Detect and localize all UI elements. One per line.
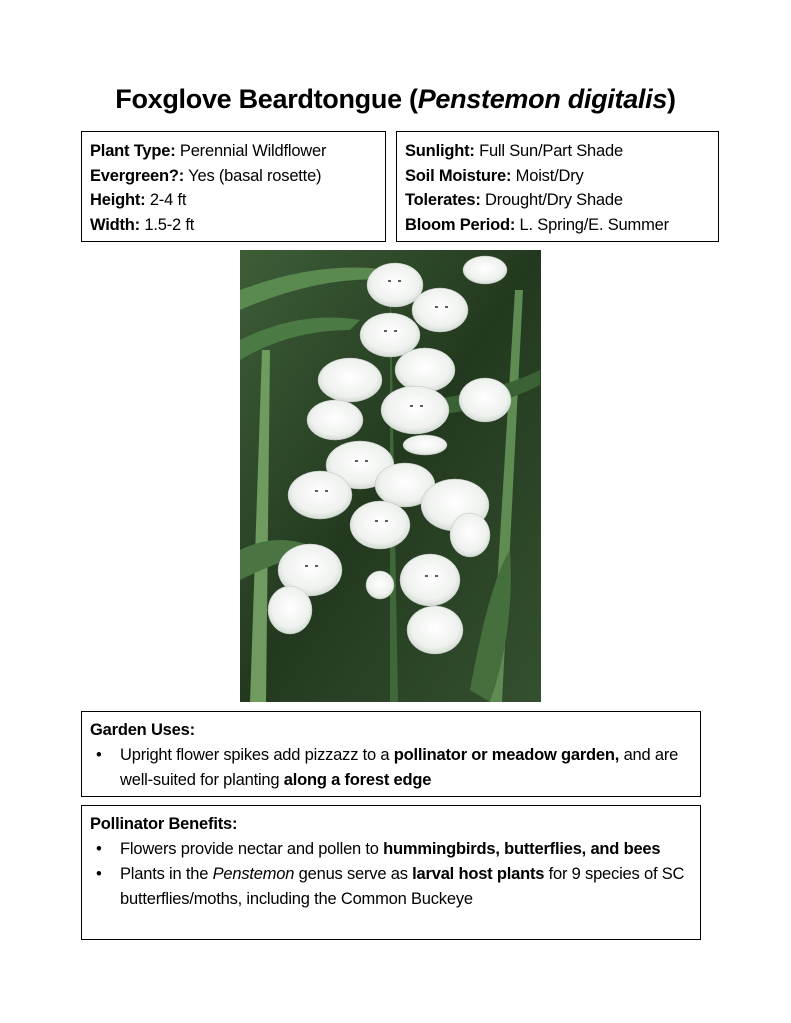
fact-value: Moist/Dry (511, 166, 584, 185)
bullet-icon: • (96, 865, 102, 883)
fact-bloom-period (405, 213, 718, 238)
bullet-icon: • (96, 746, 102, 764)
list-item (90, 862, 700, 912)
fact-evergreen (90, 164, 385, 189)
fact-label: Plant Type: (90, 142, 176, 160)
fact-value: 2-4 ft (145, 191, 187, 209)
fact-label: Evergreen?: (90, 166, 185, 185)
text-span: Flowers provide nectar and pollen to (120, 840, 384, 858)
growing-conditions-box (396, 131, 719, 242)
fact-value: L. Spring/E. Summer (515, 215, 669, 234)
bullet-icon: • (96, 840, 102, 858)
fact-label: Height: (90, 191, 146, 209)
fact-value: Drought/Dry Shade (480, 191, 623, 209)
fact-label: Tolerates: (405, 191, 481, 209)
common-name: Foxglove Beardtongue ( (115, 84, 418, 114)
fact-value: Full Sun/Part Shade (474, 142, 623, 160)
fact-soil-moisture (405, 164, 718, 189)
page-title (0, 84, 791, 115)
bold-span: larval host plants (412, 865, 545, 883)
garden-uses-section (81, 711, 701, 797)
text-span: Plants in the (120, 865, 213, 883)
bold-span: pollinator or meadow garden, (393, 746, 620, 764)
list-item (90, 743, 700, 793)
fact-label: Soil Moisture: (405, 166, 512, 185)
fact-sunlight (405, 139, 718, 164)
text-span: for 9 species of SC butterflies/moths, including the Common Buckeye (120, 865, 685, 908)
fact-value: Perennial Wildflower (175, 142, 327, 160)
fact-label: Bloom Period: (405, 215, 516, 234)
fact-label: Width: (90, 215, 140, 234)
fact-tolerates (405, 188, 718, 213)
list-item (90, 837, 700, 862)
bold-span: hummingbirds, butterflies, and bees (383, 840, 661, 858)
fact-label: Sunlight: (405, 142, 475, 160)
title-close-paren: ) (667, 84, 676, 114)
fact-width (90, 213, 385, 238)
scientific-name: Penstemon digitalis (417, 84, 668, 114)
fact-plant-type (90, 139, 385, 164)
fact-height (90, 188, 385, 213)
plant-photo (240, 250, 541, 702)
italic-span: Penstemon (212, 865, 295, 883)
fact-value: 1.5-2 ft (139, 215, 195, 234)
pollinator-benefits-heading: Pollinator Benefits: (90, 815, 238, 833)
text-span: and are well-suited for planting (120, 746, 679, 789)
flower-spike-illustration (240, 250, 541, 702)
fact-value: Yes (basal rosette) (184, 166, 322, 185)
garden-uses-heading: Garden Uses: (90, 721, 195, 739)
text-span: Upright flower spikes add pizzazz to a (120, 746, 394, 764)
pollinator-benefits-section (81, 805, 701, 940)
bold-span: along a forest edge (283, 771, 432, 789)
plant-facts-box (81, 131, 386, 242)
text-span: genus serve as (294, 865, 413, 883)
